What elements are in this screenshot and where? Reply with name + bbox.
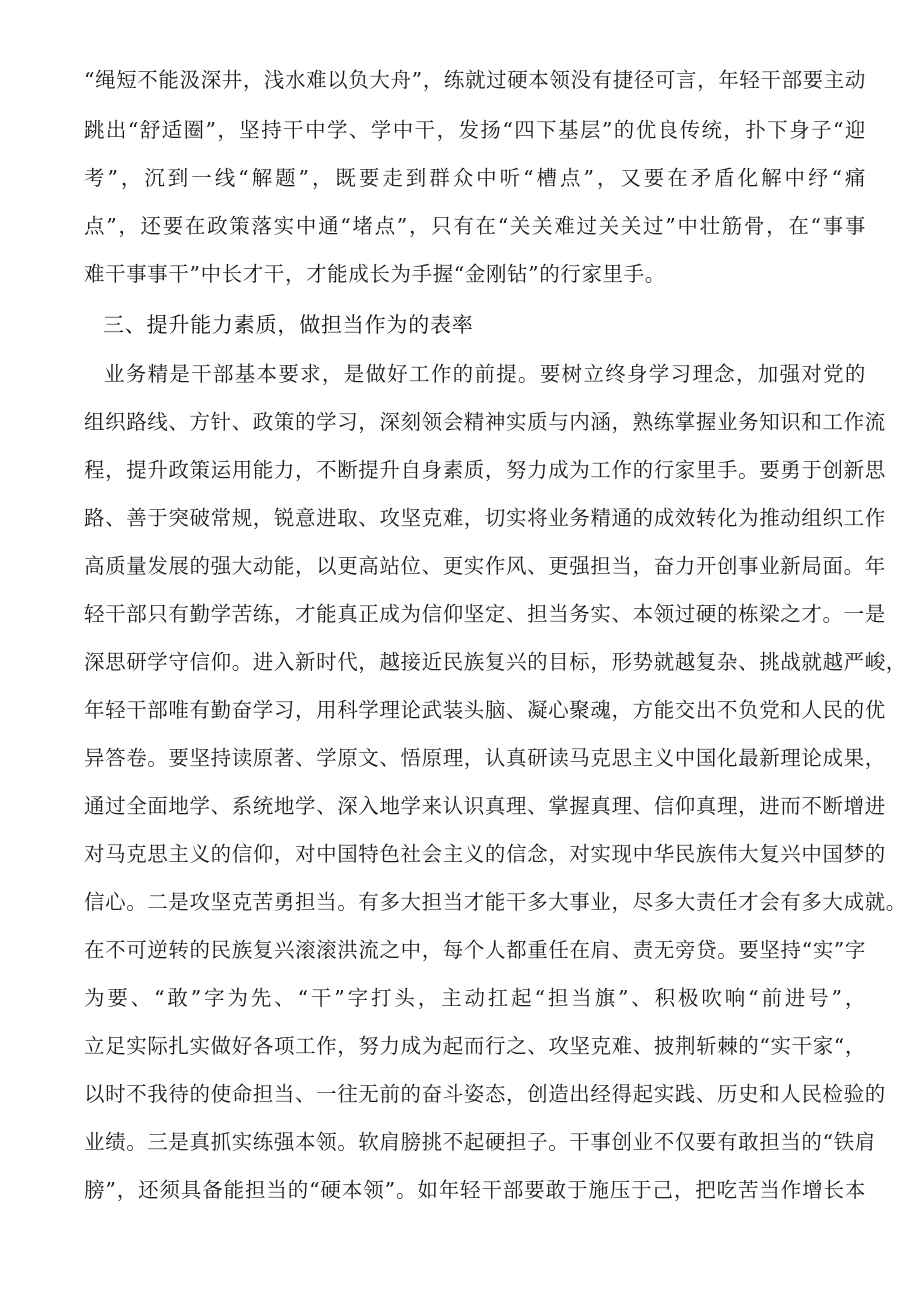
paragraph-line: 难干事事干”中长才干，才能成长为手握“金刚钻”的行家里手。 — [84, 262, 666, 286]
paragraph-line: 对马克思主义的信仰，对中国特色社会主义的信念，对实现中华民族伟大复兴中国梦的 — [84, 842, 886, 866]
paragraph-line: 路、善于突破常规，锐意进取、攻坚克难，切实将业务精通的成效转化为推动组织工作 — [84, 506, 886, 530]
paragraph-line: 年轻干部唯有勤奋学习，用科学理论武装头脑、凝心聚魂，方能交出不负党和人民的优 — [84, 698, 886, 722]
section-heading: 三、提升能力素质，做担当作为的表率 — [103, 313, 474, 337]
paragraph-line: 业务精是干部基本要求，是做好工作的前提。要树立终身学习理念，加强对党的 — [104, 362, 866, 386]
paragraph-line: 业绩。三是真抓实练强本领。软肩膀挑不起硬担子。干事创业不仅要有敢担当的“铁肩 — [84, 1130, 876, 1154]
paragraph-line: 膀”，还须具备能担当的“硬本领”。如年轻干部要敢于施压于己，把吃苦当作增长本 — [84, 1178, 866, 1202]
paragraph-line: 跳出“舒适圈”，坚持干中学、学中干，发扬“四下基层”的优良传统，扑下身子“迎 — [84, 118, 866, 142]
paragraph-line: 信心。二是攻坚克苦勇担当。有多大担当才能干多大事业，尽多大责任才会有多大成就。 — [84, 890, 907, 914]
paragraph-line: 立足实际扎实做好各项工作，努力成为起而行之、攻坚克难、披荆斩棘的“实干家“， — [84, 1034, 866, 1058]
paragraph-line: 异答卷。要坚持读原著、学原文、悟原理，认真研读马克思主义中国化最新理论成果， — [84, 746, 886, 770]
paragraph-line: 为要、“敢”字为先、“干”字打头，主动扛起“担当旗”、积极吹响“前进号”， — [84, 986, 866, 1010]
paragraph-line: 点”，还要在政策落实中通“堵点”，只有在“关关难过关关过”中壮筋骨，在“事事 — [84, 214, 866, 238]
paragraph-line: 以时不我待的使命担当、一往无前的奋斗姿态，创造出经得起实践、历史和人民检验的 — [84, 1082, 886, 1106]
paragraph-line: 轻干部只有勤学苦练，才能真正成为信仰坚定、担当务实、本领过硬的栋梁之才。一是 — [84, 602, 886, 626]
paragraph-line: 程，提升政策运用能力，不断提升自身素质，努力成为工作的行家里手。要勇于创新思 — [84, 458, 886, 482]
paragraph-line: “绳短不能汲深井，浅水难以负大舟”，练就过硬本领没有捷径可言，年轻干部要主动 — [84, 68, 866, 92]
paragraph-line: 通过全面地学、系统地学、深入地学来认识真理、掌握真理、信仰真理，进而不断增进 — [84, 794, 886, 818]
paragraph-line: 组织路线、方针、政策的学习，深刻领会精神实质与内涵，熟练掌握业务知识和工作流 — [84, 410, 886, 434]
paragraph-line: 深思研学守信仰。进入新时代，越接近民族复兴的目标，形势就越复杂、挑战就越严峻， — [84, 650, 907, 674]
paragraph-line: 在不可逆转的民族复兴滚滚洪流之中，每个人都重任在肩、责无旁贷。要坚持“实”字 — [84, 938, 866, 962]
paragraph-line: 考”，沉到一线“解题”，既要走到群众中听“槽点”，又要在矛盾化解中纾“痛 — [84, 166, 866, 190]
paragraph-line: 高质量发展的强大动能，以更高站位、更实作风、更强担当，奋力开创事业新局面。年 — [84, 554, 886, 578]
